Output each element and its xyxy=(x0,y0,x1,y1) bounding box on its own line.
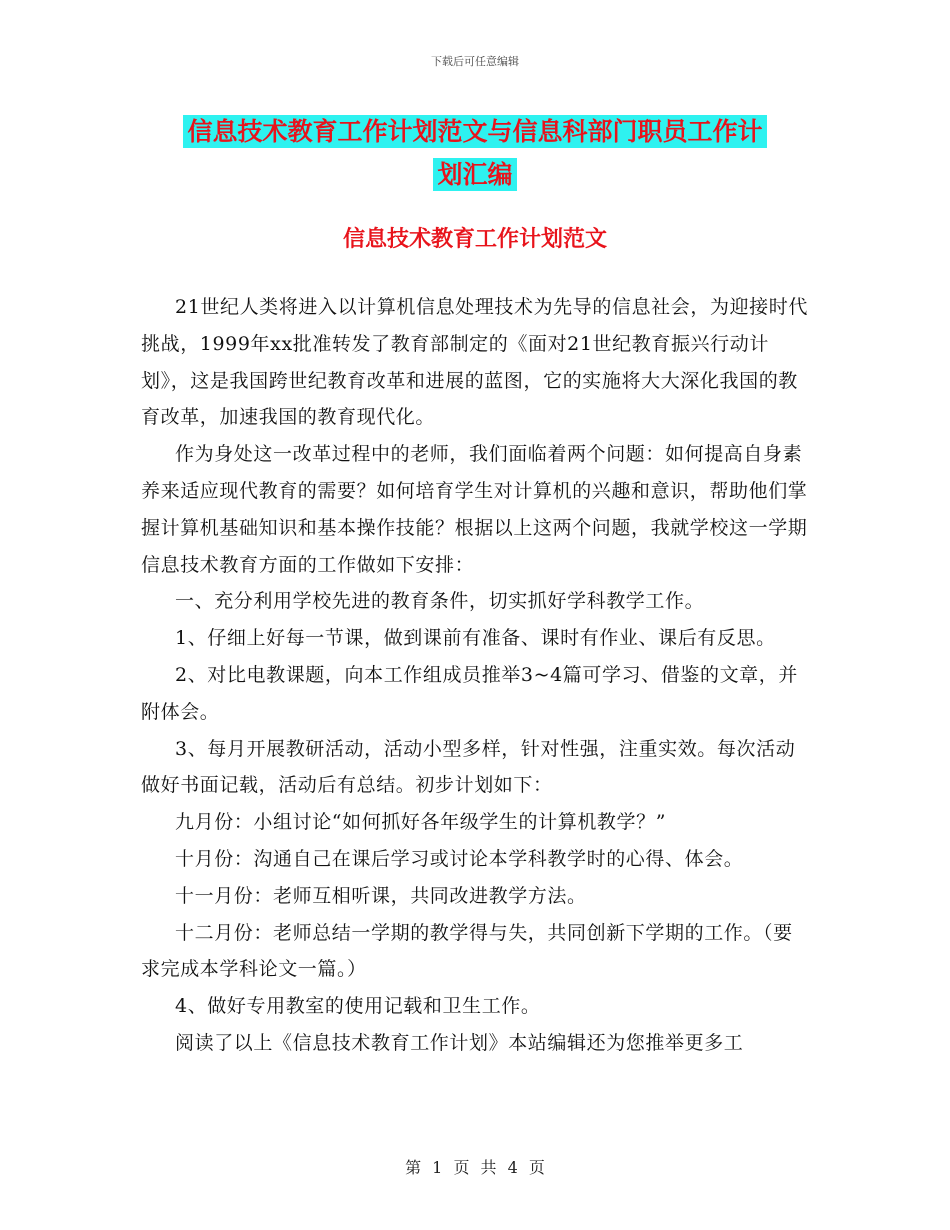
paragraph-intro: 21世纪人类将进入以计算机信息处理技术为先导的信息社会，为迎接时代挑战，1999年xx批准转发了教育部制定的《面对21世纪教育振兴行动计划》，这是我国跨世纪教育改革和进展的蓝图，它的实施将大大深化我国的教育改革，加速我国的教育现代化。 xyxy=(141,296,808,429)
paragraph-closing: 阅读了以上《信息技术教育工作计划》本站编辑还为您推举更多工 xyxy=(175,1031,744,1054)
document-title-text-2: 划汇编 xyxy=(433,158,516,191)
paragraph-november: 十一月份：老师互相听课，共同改进教学方法。 xyxy=(175,884,587,907)
paragraph-september: 九月份：小组讨论“如何抓好各年级学生的计算机教学？” xyxy=(175,811,667,834)
paragraph-section-1: 一、充分利用学校先进的教育条件，切实抓好学科教学工作。 xyxy=(175,590,705,613)
paragraph-item-2: 2、对比电教课题，向本工作组成员推举3~4篇可学习、借鉴的文章，并附体会。 xyxy=(141,663,798,723)
document-title-line-1 xyxy=(0,112,950,152)
document-title-text-1: 信息技术教育工作计划范文与信息科部门职员工作计 xyxy=(183,115,766,148)
paragraph-december: 十二月份：老师总结一学期的教学得与失，共同创新下学期的工作。（要求完成本学科论文一篇。） xyxy=(141,921,793,981)
page-footer: 第 1 页 共 4 页 xyxy=(405,1158,545,1177)
paragraph-october: 十月份：沟通自己在课后学习或讨论本学科教学时的心得、体会。 xyxy=(175,847,744,870)
paragraph-item-3: 3、每月开展教研活动，活动小型多样，针对性强，注重实效。每次活动做好书面记载，活动后有总结。初步计划如下： xyxy=(141,737,796,797)
header-note: 下载后可任意编辑 xyxy=(431,55,519,68)
document-body xyxy=(141,289,811,1062)
paragraph-item-1: 1、仔细上好每一节课，做到课前有准备、课时有作业、课后有反思。 xyxy=(175,627,776,650)
paragraph-problems: 作为身处这一改革过程中的老师，我们面临着两个问题：如何提高自身素养来适应现代教育的需要？如何培育学生对计算机的兴趣和意识，帮助他们掌握计算机基础知识和基本操作技能？根据以上这两个问题，我就学校这一学期信息技术教育方面的工作做如下安排： xyxy=(141,443,808,576)
section-title: 信息技术教育工作计划范文 xyxy=(342,227,607,252)
document-title-line-2 xyxy=(0,155,950,195)
paragraph-item-4: 4、做好专用教室的使用记载和卫生工作。 xyxy=(175,995,541,1018)
